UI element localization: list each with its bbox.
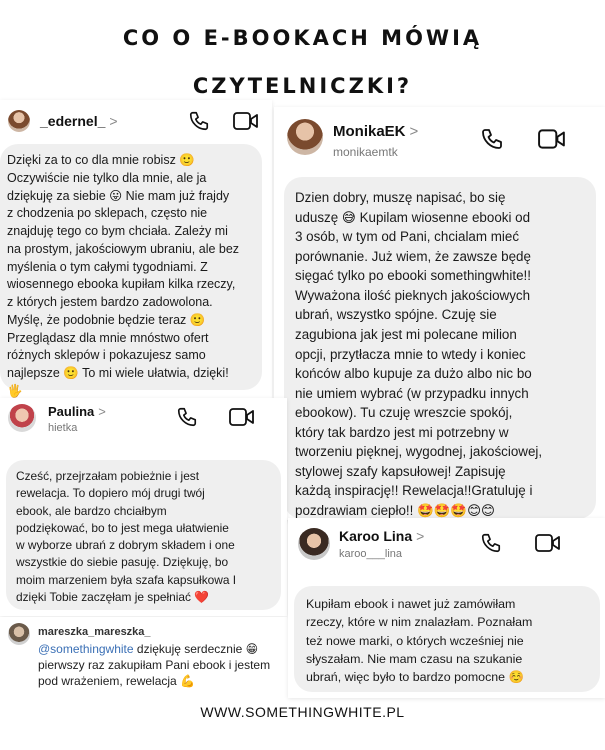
footer-url[interactable]: WWW.SOMETHINGWHITE.PL [200, 704, 405, 720]
chevron-right-icon: > [409, 123, 419, 140]
video-icon[interactable] [229, 406, 255, 428]
username-text: Paulina [48, 404, 95, 419]
phone-icon[interactable] [480, 532, 502, 554]
avatar[interactable] [298, 528, 330, 560]
mention-link[interactable]: @somethingwhite [38, 642, 134, 656]
page-title-line-1: CO O E-BOOKACH MÓWIĄ [122, 26, 483, 50]
phone-icon[interactable] [176, 406, 198, 428]
message-text: Cześć, przejrzałam pobieżnie i jest rewelacja. To dopiero mój drugi twój ebook, ale bardzo chciałbym podziękować, bo to jest mega ułatwienie w wyborze ubrań z dobrym składem i one wszystkie do siebie pasuję. Dziękuję, bo moim marzeniem była szafa kapsułkowa I dzięki Tobie zaczęłam je spełniać ❤️ [16, 469, 237, 604]
message-text: Kupiłam ebook i nawet już zamówiłam rzeczy, które w nim znalazłam. Poznałam też nowe marki, o których wcześniej nie słyszałam. Nie mam czasu na szukanie ubrań, więc było to bardzo pomocne ☺️ [306, 597, 533, 685]
chat-card-edernel [0, 100, 272, 398]
chevron-right-icon: > [98, 404, 106, 419]
username[interactable] [333, 123, 418, 140]
avatar[interactable] [8, 623, 30, 645]
user-handle: monikaemtk [333, 145, 398, 159]
username-text: Karoo Lina [339, 528, 413, 544]
video-icon[interactable] [233, 110, 259, 132]
message-bubble [284, 177, 596, 519]
chat-card-monika [274, 107, 605, 520]
username-text: MonikaEK [333, 123, 406, 140]
username[interactable] [339, 528, 424, 544]
avatar[interactable] [8, 404, 36, 432]
comment-body: dziękuję serdecznie 😁 pierwszy raz zakupiłam Pani ebook i jestem pod wrażeniem, rewelacja 💪 [38, 642, 271, 689]
username-text: _edernel_ [40, 113, 106, 129]
username[interactable] [40, 113, 118, 129]
message-bubble [294, 586, 600, 692]
video-icon[interactable] [538, 127, 566, 151]
chat-card-paulina [0, 398, 287, 616]
comment-card-mareszka [0, 617, 287, 697]
page-title-line-2: CZYTELNICZKI? [192, 74, 413, 98]
user-handle: karoo___lina [339, 548, 402, 560]
comment-text [38, 641, 283, 690]
video-icon[interactable] [535, 532, 561, 554]
phone-icon[interactable] [188, 110, 210, 132]
message-text: Dzien dobry, muszę napisać, bo się uduszę 😅 Kupilam wiosenne ebooki od 3 osób, w tym od Pani, chcialam mieć porównanie. Już wiem, że zawsze będę sięgać tylko po ebooki somethingwhite!! Wyważona ilość pieknych jakościowych ubrań, wszystko spójne. Czuję sie zagubiona jak jest mi polecane milion opcji, przytłacza mnie to wtedy i koniec końców albo kupuje za dużo albo nic bo nie umiem wybrać (w przypadku innych ebookow). Tu czuję wreszcie spokój, który tak bardzo jest mi potrzebny w tworzeniu pięknej, wygodnej, jakościowej, stylowej szafy kapsułowej! Zapisuję każdą inspirację!! Rewelacja!!Gratuluję i pozdrawiam ciepło!! 🤩🤩🤩😊😊 [295, 190, 543, 518]
phone-icon[interactable] [480, 127, 504, 151]
chevron-right-icon: > [416, 528, 425, 544]
username[interactable] [48, 404, 106, 419]
message-bubble [6, 460, 281, 610]
comment-author[interactable]: mareszka_mareszka_ [38, 626, 151, 638]
avatar[interactable] [8, 110, 30, 132]
user-handle: hietka [48, 422, 78, 434]
message-bubble [0, 144, 262, 398]
chat-card-karoo [288, 518, 605, 698]
message-text: Dzięki za to co dla mnie robisz 🙂 Oczywiście nie tylko dla mnie, ale ja dziękuję za siebie 😛 Nie mam już frajdy z chodzenia po sklepach, często nie znajduję tego co bym chciała. Zależy mi na prostym, jakościowym ubraniu, ale bez myślenia o tym całymi tygodniami. Z wiosennego ebooka kupiłam kilka rzeczy, z których jestem bardzo zadowolona. Myślę, że podobnie będzie teraz 🙂 Przeglądasz dla mnie mnóstwo ofert różnych sklepów i pokazujesz samo najlepsze 🙂 To mi wiele ułatwia, dzięki! 🖐 [7, 153, 240, 398]
chevron-right-icon: > [109, 113, 118, 129]
avatar[interactable] [287, 119, 323, 155]
